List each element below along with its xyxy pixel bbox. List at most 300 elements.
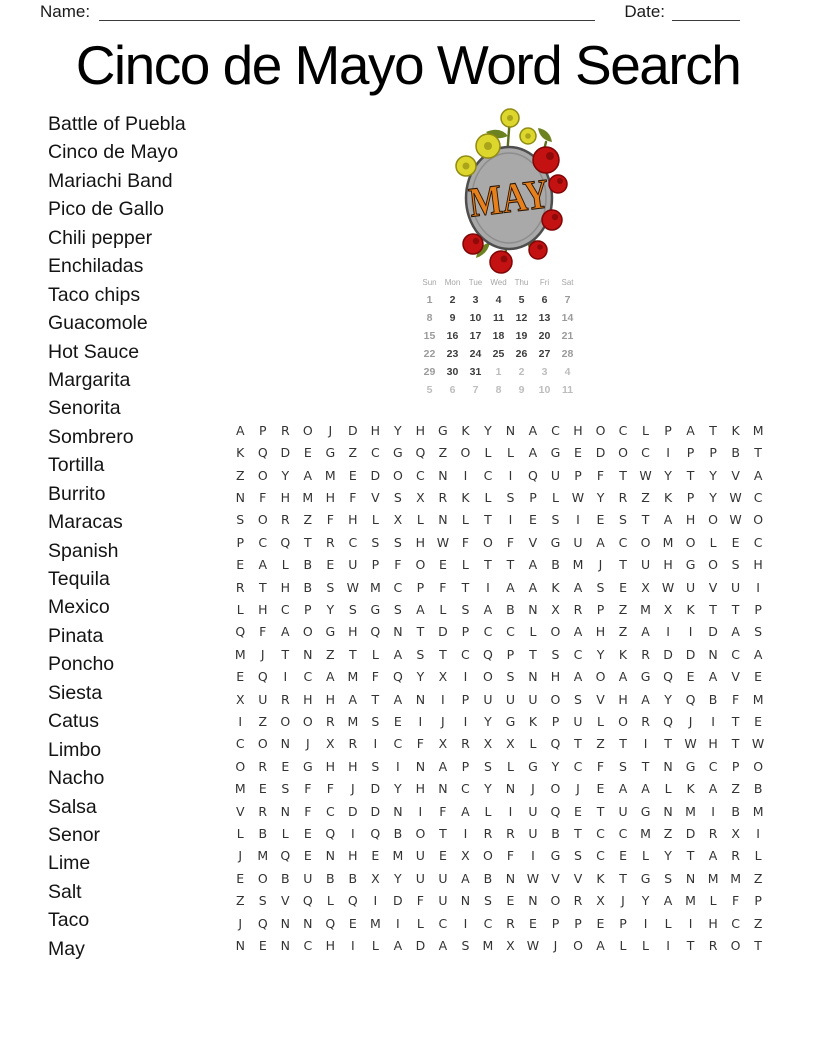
grid-letter: B (303, 579, 313, 595)
grid-letter: H (303, 691, 313, 707)
grid-letter: L (664, 915, 672, 931)
grid-letter: R (258, 758, 268, 774)
grid-letter: T (619, 870, 627, 886)
word-list-item: Salsa (48, 795, 97, 818)
grid-letter: S (619, 758, 627, 774)
grid-letter: J (553, 938, 558, 954)
grid-letter: I (486, 579, 490, 595)
grid-letter: S (574, 691, 582, 707)
grid-letter: Z (753, 870, 763, 886)
grid-letter: H (348, 512, 358, 528)
grid-letter: E (236, 870, 245, 886)
grid-letter: F (732, 691, 740, 707)
grid-letter: G (685, 557, 696, 573)
word-list-item: May (48, 937, 85, 960)
grid-letter: M (752, 803, 764, 819)
grid-letter: N (415, 691, 426, 707)
grid-letter: D (415, 938, 426, 954)
grid-letter: L (281, 826, 289, 842)
grid-letter: Q (235, 624, 246, 640)
grid-letter: P (371, 557, 380, 573)
grid-letter: Y (641, 893, 650, 909)
grid-letter: X (663, 601, 673, 617)
grid-letter: F (304, 803, 312, 819)
grid-letter: V (528, 534, 538, 550)
grid-letter: X (483, 736, 493, 752)
grid-letter: N (303, 915, 313, 931)
grid-letter: H (618, 691, 628, 707)
grid-letter: H (415, 422, 426, 438)
grid-letter: R (258, 803, 268, 819)
grid-letter: H (573, 422, 583, 438)
grid-letter: H (753, 557, 763, 573)
grid-letter: V (596, 691, 605, 707)
grid-letter: E (574, 803, 582, 819)
grid-letter: O (595, 669, 606, 685)
grid-letter: O (595, 422, 606, 438)
grid-letter: Y (394, 422, 402, 438)
grid-letter: T (731, 736, 740, 752)
grid-letter: N (325, 848, 335, 864)
grid-letter: M (369, 579, 381, 595)
grid-letter: C (551, 422, 560, 438)
grid-letter: A (641, 781, 650, 797)
grid-letter: I (441, 691, 445, 707)
grid-letter: X (235, 691, 245, 707)
grid-letter: Q (280, 534, 291, 550)
grid-letter: S (551, 646, 560, 662)
grid-letter: B (393, 826, 403, 842)
grid-letter: S (664, 870, 673, 886)
grid-letter: H (550, 669, 561, 685)
word-list-item: Burrito (48, 482, 106, 505)
grid-letter: H (348, 624, 358, 640)
grid-letter: F (596, 467, 605, 483)
grid-letter: Q (528, 467, 538, 483)
grid-letter: I (418, 803, 423, 819)
grid-letter: I (688, 915, 693, 931)
calendar-day: 10 (469, 312, 482, 324)
calendar-day: 30 (446, 366, 459, 378)
grid-letter: T (709, 601, 717, 617)
grid-letter: O (302, 624, 313, 640)
grid-letter: U (303, 870, 313, 886)
grid-letter: I (666, 938, 670, 954)
grid-letter: C (618, 422, 628, 438)
grid-letter: E (258, 938, 267, 954)
word-list-item: Poncho (48, 653, 115, 676)
word-list-item: Tequila (48, 568, 110, 590)
grid-letter: R (280, 512, 290, 528)
grid-letter: V (235, 803, 245, 819)
grid-letter: D (348, 422, 358, 438)
calendar-day: 9 (449, 312, 456, 324)
grid-letter: Q (550, 736, 561, 752)
grid-letter: U (438, 893, 448, 909)
grid-letter: E (596, 781, 605, 797)
grid-letter: T (281, 646, 290, 662)
grid-letter: M (572, 557, 584, 573)
grid-letter: U (348, 557, 358, 573)
grid-letter: T (258, 579, 267, 595)
grid-letter: R (461, 736, 470, 752)
grid-letter: Y (326, 601, 335, 617)
grid-letter: X (371, 870, 380, 886)
grid-letter: O (235, 758, 246, 774)
grid-letter: R (731, 848, 740, 864)
grid-letter: H (415, 534, 426, 550)
grid-letter: O (302, 713, 313, 729)
worksheet-header (40, 2, 740, 22)
grid-letter: W (729, 489, 742, 505)
grid-letter: A (573, 624, 583, 640)
grid-letter: Q (325, 915, 336, 931)
grid-letter: S (371, 713, 380, 729)
grid-letter: I (756, 579, 760, 595)
grid-letter: W (661, 579, 675, 595)
calendar-day: 6 (541, 294, 548, 306)
grid-letter: I (238, 713, 243, 729)
calendar-day: 8 (495, 384, 502, 396)
grid-letter: J (688, 713, 693, 729)
grid-letter: N (438, 467, 448, 483)
calendar-day: 2 (518, 366, 525, 378)
grid-letter: G (325, 624, 336, 640)
grid-letter: O (415, 826, 426, 842)
grid-letter: O (415, 557, 426, 573)
grid-letter: D (348, 803, 358, 819)
grid-letter: V (281, 893, 290, 909)
grid-letter: S (461, 601, 470, 617)
grid-letter: P (551, 915, 560, 931)
grid-letter: W (526, 938, 540, 954)
grid-letter: Y (394, 870, 402, 886)
grid-letter: K (618, 646, 628, 662)
grid-letter: P (686, 445, 695, 461)
grid-letter: O (483, 534, 493, 550)
grid-letter: T (484, 512, 492, 528)
grid-letter: A (258, 557, 268, 573)
grid-letter: D (685, 826, 696, 842)
grid-letter: U (415, 870, 425, 886)
grid-letter: D (280, 445, 291, 461)
grid-letter: I (711, 713, 715, 729)
grid-letter: E (619, 579, 627, 595)
calendar-day: 22 (423, 348, 436, 360)
grid-letter: S (596, 579, 605, 595)
word-list-item: Senor (48, 823, 101, 846)
grid-letter: H (685, 512, 696, 528)
grid-letter: A (573, 579, 583, 595)
word-list-item: Spanish (48, 539, 119, 562)
grid-letter: I (576, 512, 580, 528)
grid-letter: Y (281, 467, 290, 483)
grid-letter: F (416, 736, 424, 752)
grid-letter: B (731, 445, 740, 461)
grid-letter: B (506, 601, 515, 617)
calendar-day: 4 (564, 366, 571, 378)
calendar-day-header: Thu (514, 278, 529, 287)
grid-letter: L (461, 512, 469, 528)
grid-letter: W (751, 736, 765, 752)
grid-letter: X (438, 736, 448, 752)
grid-letter: J (238, 915, 243, 931)
grid-letter: T (731, 713, 740, 729)
grid-letter: T (686, 848, 695, 864)
grid-letter: A (528, 445, 538, 461)
grid-letter: N (708, 646, 718, 662)
grid-letter: I (643, 736, 648, 752)
grid-letter: C (483, 467, 493, 483)
grid-letter: K (461, 422, 470, 438)
grid-letter: E (303, 848, 312, 864)
grid-letter: W (436, 534, 450, 550)
grid-letter: C (618, 826, 628, 842)
grid-letter: C (303, 938, 313, 954)
grid-letter: Z (641, 489, 650, 505)
grid-letter: A (438, 938, 448, 954)
grid-letter: F (394, 557, 402, 573)
grid-letter: A (235, 422, 245, 438)
grid-letter: E (574, 445, 582, 461)
word-list (48, 110, 186, 963)
grid-letter: L (484, 489, 492, 505)
grid-letter: W (684, 736, 697, 752)
grid-letter: I (531, 848, 535, 864)
grid-letter: W (571, 489, 585, 505)
grid-letter: E (303, 445, 312, 461)
grid-letter: S (393, 489, 402, 505)
grid-letter: H (325, 758, 336, 774)
word-list-item: Battle of Puebla (48, 113, 186, 135)
grid-letter: H (415, 781, 426, 797)
grid-letter: L (506, 758, 514, 774)
grid-letter: A (461, 803, 470, 819)
grid-letter: O (550, 691, 561, 707)
calendar-day-header: Wed (490, 278, 507, 287)
grid-letter: M (392, 848, 404, 864)
word-list-item: Senorita (48, 397, 121, 420)
grid-letter: Z (438, 445, 448, 461)
grid-letter: C (753, 534, 763, 550)
grid-letter: L (642, 422, 650, 438)
grid-letter: P (574, 915, 582, 931)
grid-letter: Q (483, 646, 493, 662)
grid-letter: S (754, 624, 763, 640)
grid-letter: S (461, 938, 470, 954)
grid-letter: C (731, 915, 740, 931)
grid-letter: S (551, 512, 560, 528)
grid-letter: A (686, 422, 695, 438)
calendar-day: 1 (426, 294, 433, 306)
grid-letter: T (439, 826, 447, 842)
grid-letter: G (505, 713, 516, 729)
grid-letter: C (483, 624, 493, 640)
grid-letter: R (506, 915, 515, 931)
page-title: Cinco de Mayo Word Search (75, 34, 741, 96)
calendar-day: 5 (518, 294, 525, 306)
word-list-item: Pinata (48, 624, 104, 647)
grid-letter: G (685, 758, 696, 774)
grid-letter: R (235, 579, 245, 595)
grid-letter: Q (302, 893, 313, 909)
grid-letter: F (349, 489, 357, 505)
word-list-item: Margarita (48, 368, 131, 391)
calendar-day: 17 (469, 330, 482, 342)
grid-letter: U (731, 579, 741, 595)
grid-letter: N (505, 781, 516, 797)
grid-letter: H (325, 489, 336, 505)
grid-letter: M (324, 467, 336, 483)
grid-letter: N (438, 512, 448, 528)
grid-letter: N (460, 893, 471, 909)
grid-letter: P (731, 758, 740, 774)
grid-letter: D (685, 646, 696, 662)
grid-letter: S (506, 669, 515, 685)
grid-letter: X (641, 579, 650, 595)
grid-letter: I (396, 758, 400, 774)
grid-letter: Z (235, 893, 245, 909)
word-list-item: Sombrero (48, 425, 134, 448)
grid-letter: C (416, 467, 425, 483)
grid-letter: Y (596, 489, 605, 505)
grid-letter: F (326, 512, 334, 528)
grid-letter: R (618, 489, 628, 505)
grid-letter: E (529, 512, 537, 528)
grid-letter: Z (235, 467, 245, 483)
grid-letter: U (573, 713, 583, 729)
grid-letter: L (484, 803, 492, 819)
grid-letter: I (350, 938, 355, 954)
grid-letter: T (754, 938, 762, 954)
calendar-day: 5 (426, 384, 433, 396)
grid-letter: O (483, 669, 493, 685)
grid-letter: F (596, 758, 605, 774)
calendar-day: 11 (492, 312, 505, 324)
grid-letter: O (280, 713, 291, 729)
grid-letter: L (236, 826, 244, 842)
grid-letter: H (325, 938, 336, 954)
grid-letter: E (371, 848, 380, 864)
calendar-day: 12 (515, 312, 528, 324)
word-list-item: Chili pepper (48, 226, 153, 249)
word-list-item: Mexico (48, 596, 110, 619)
grid-letter: F (259, 489, 267, 505)
grid-letter: P (416, 579, 425, 595)
grid-letter: N (415, 758, 426, 774)
grid-letter: Y (394, 781, 402, 797)
grid-letter: O (753, 512, 764, 528)
grid-letter: S (371, 534, 380, 550)
grid-letter: U (483, 691, 493, 707)
grid-letter: M (347, 669, 359, 685)
grid-letter: F (732, 893, 740, 909)
grid-letter: L (416, 915, 424, 931)
grid-letter: G (550, 445, 561, 461)
may-flowers-illustration (446, 102, 576, 276)
grid-letter: M (752, 691, 764, 707)
grid-letter: K (461, 489, 470, 505)
grid-letter: A (528, 579, 538, 595)
grid-letter: N (528, 601, 538, 617)
calendar-day: 7 (564, 294, 571, 306)
grid-letter: E (506, 893, 515, 909)
grid-letter: M (347, 713, 359, 729)
grid-letter: I (373, 893, 378, 909)
grid-letter: Y (596, 646, 605, 662)
grid-letter: U (640, 557, 651, 573)
grid-letter: C (393, 736, 403, 752)
grid-letter: A (506, 579, 515, 595)
grid-letter: G (325, 445, 336, 461)
grid-letter: O (730, 938, 741, 954)
grid-letter: T (619, 557, 627, 573)
grid-letter: L (439, 601, 447, 617)
grid-letter: L (281, 557, 289, 573)
grid-letter: J (531, 781, 535, 797)
grid-letter: N (235, 489, 245, 505)
grid-letter: O (392, 467, 403, 483)
grid-letter: G (302, 758, 313, 774)
grid-letter: Y (664, 467, 672, 483)
calendar-day: 11 (561, 384, 574, 396)
name-blank-line (99, 6, 595, 21)
grid-letter: H (663, 557, 673, 573)
calendar-day-header: Tue (468, 278, 483, 287)
grid-letter: A (281, 624, 290, 640)
grid-letter: W (526, 870, 540, 886)
grid-letter: I (463, 713, 468, 729)
grid-letter: H (258, 601, 268, 617)
calendar-day: 29 (423, 366, 436, 378)
grid-letter: P (529, 489, 537, 505)
grid-letter: U (550, 467, 561, 483)
grid-letter: Y (664, 848, 672, 864)
grid-letter: C (708, 758, 718, 774)
grid-letter: D (663, 646, 673, 662)
grid-letter: B (303, 557, 313, 573)
grid-letter: S (483, 893, 492, 909)
grid-letter: V (731, 467, 740, 483)
grid-letter: B (258, 826, 268, 842)
grid-letter: L (529, 736, 537, 752)
grid-letter: L (642, 848, 650, 864)
grid-letter: R (348, 736, 358, 752)
grid-letter: I (283, 669, 288, 685)
grid-letter: I (643, 915, 648, 931)
grid-letter: W (729, 512, 742, 528)
grid-letter: U (505, 691, 516, 707)
grid-letter: A (663, 512, 673, 528)
grid-letter: E (236, 557, 245, 573)
may-calendar (418, 277, 580, 399)
grid-letter: M (369, 915, 381, 931)
grid-letter: S (506, 489, 515, 505)
grid-letter: B (753, 781, 763, 797)
grid-letter: I (350, 826, 355, 842)
calendar-day: 23 (446, 348, 459, 360)
grid-letter: N (438, 781, 448, 797)
grid-letter: I (463, 826, 468, 842)
grid-letter: M (234, 646, 246, 662)
grid-letter: N (663, 758, 673, 774)
grid-letter: E (258, 781, 267, 797)
grid-letter: C (596, 826, 605, 842)
grid-letter: T (619, 736, 627, 752)
grid-letter: A (708, 848, 718, 864)
grid-letter: C (573, 758, 583, 774)
calendar-day-header: Mon (444, 278, 461, 287)
